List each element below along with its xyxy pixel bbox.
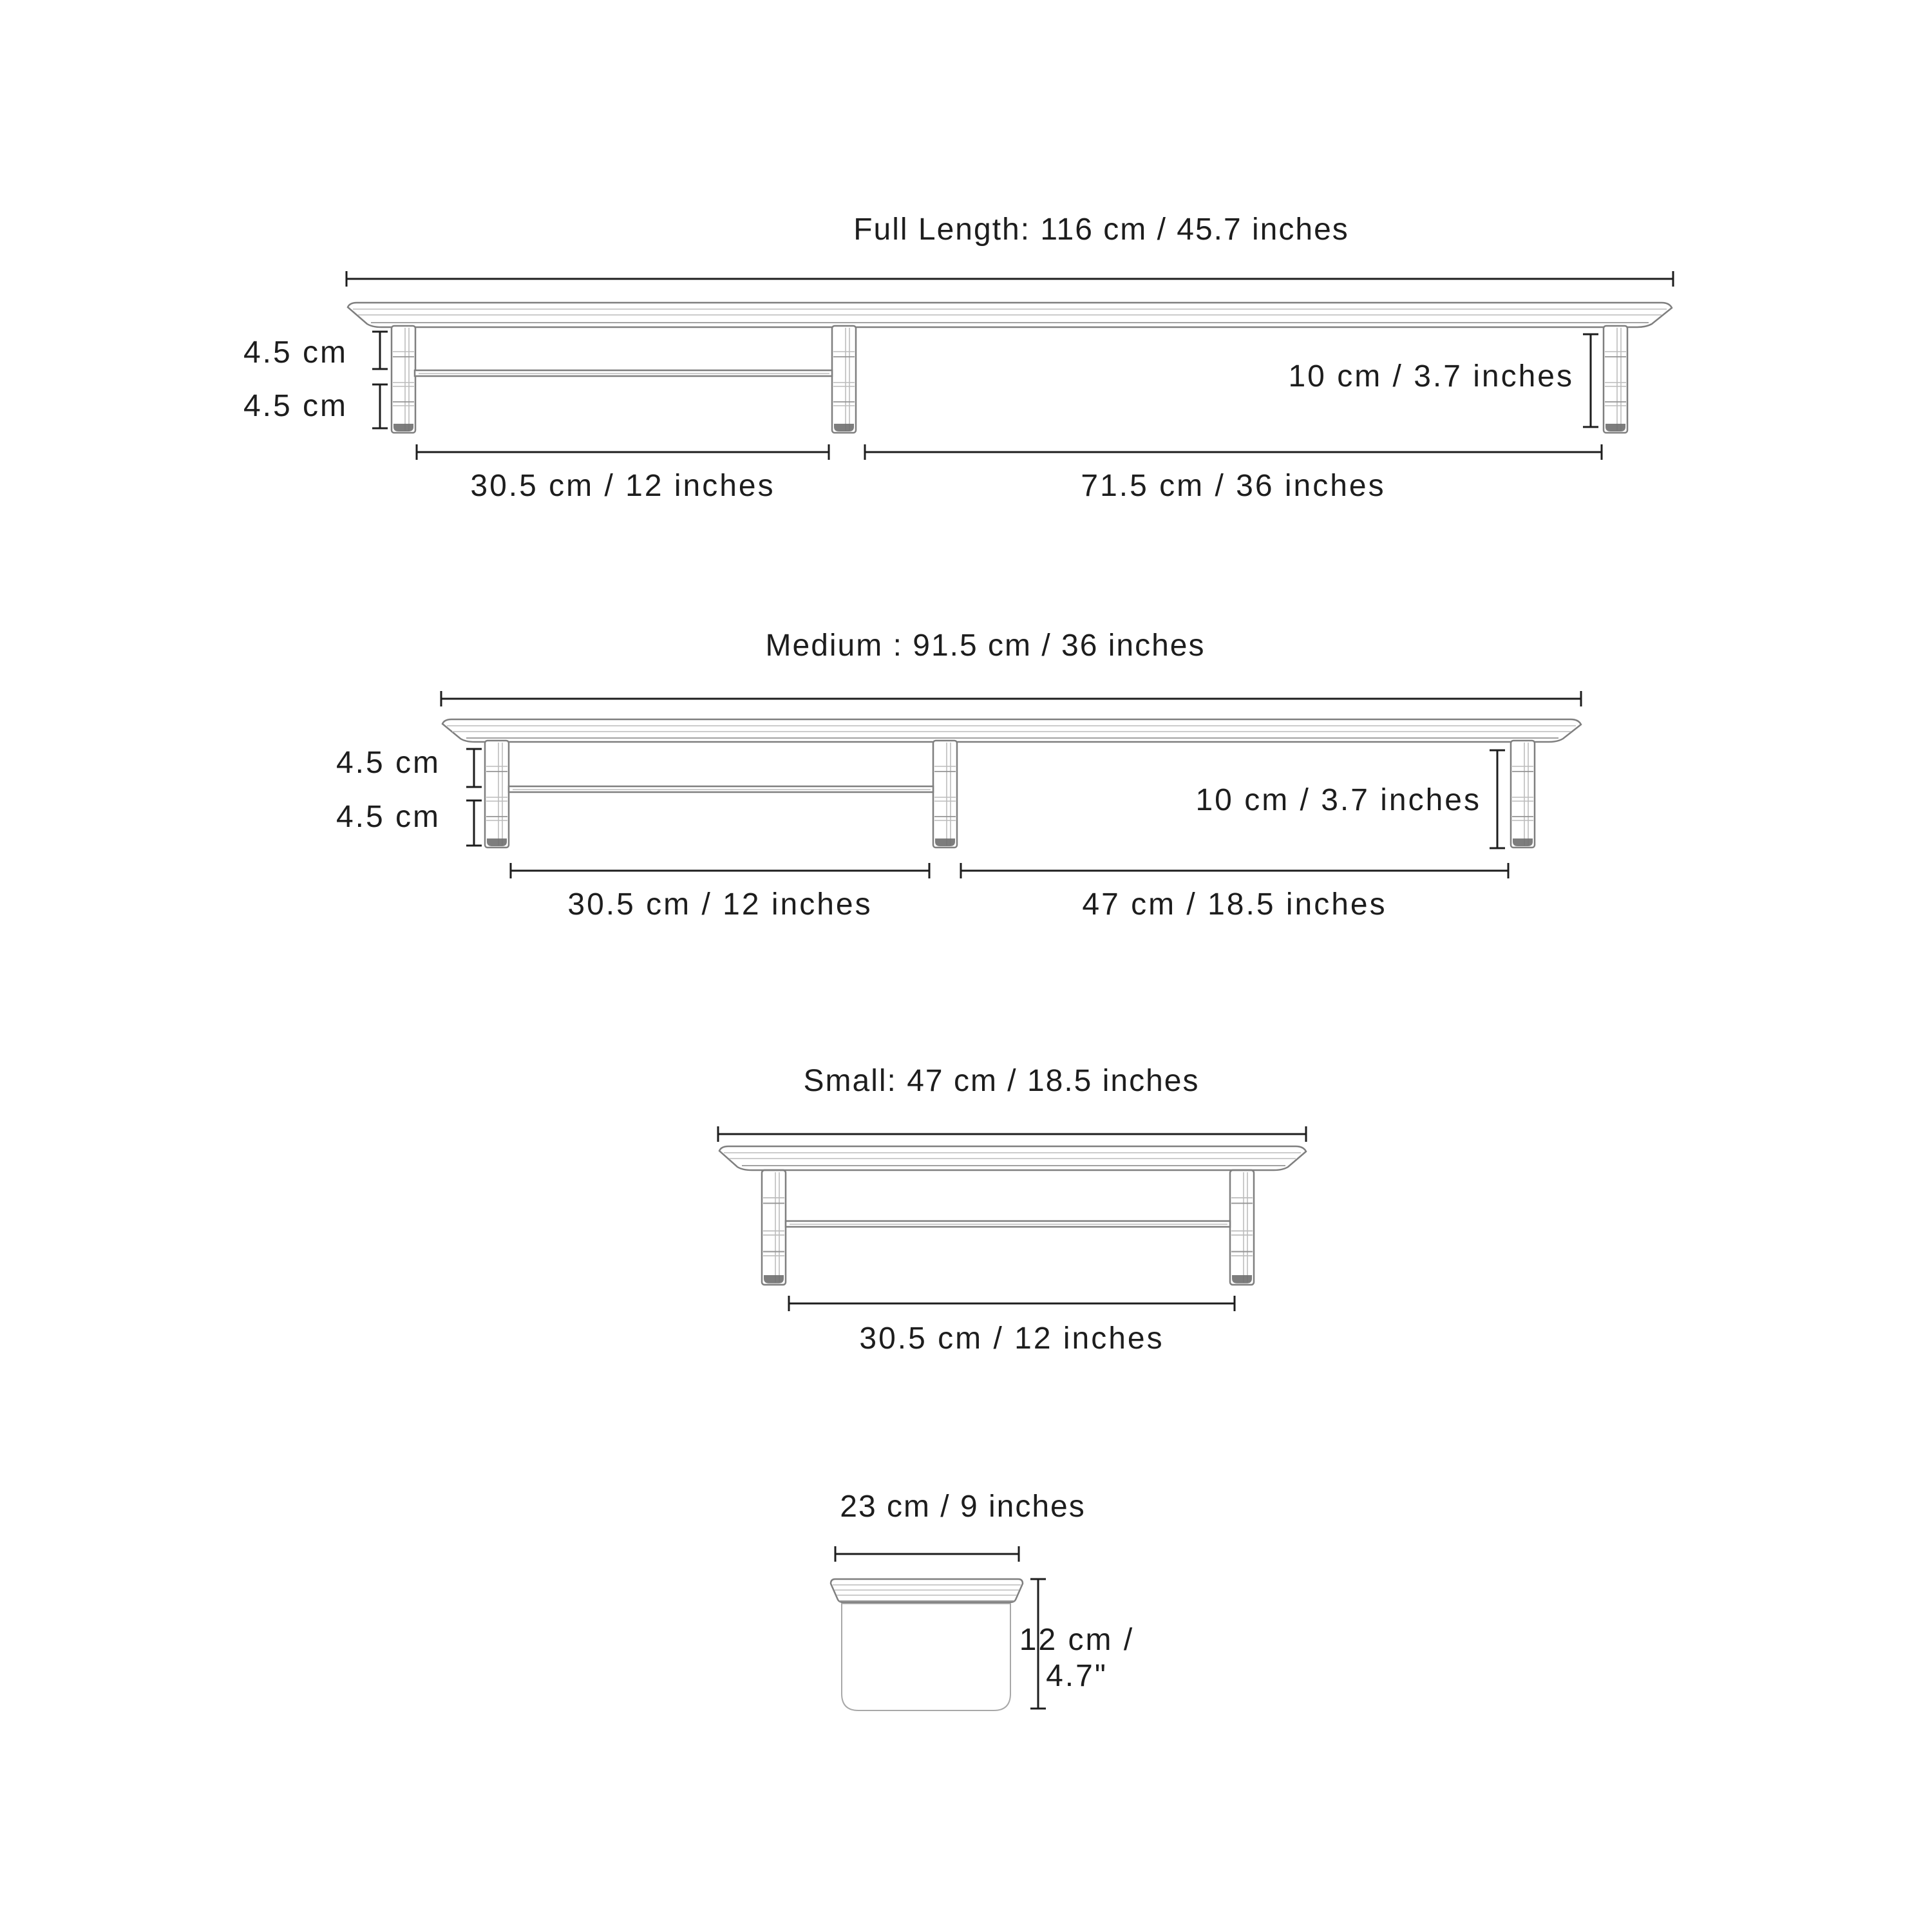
- full-length-leg-height-dimension-line: [1583, 334, 1598, 427]
- medium-shelf-top: [442, 719, 1581, 742]
- full-length-middle-leg: [832, 326, 856, 433]
- medium-middle-leg: [933, 741, 957, 848]
- small-front-leg: [762, 1170, 786, 1285]
- full-length-back-leg: [1604, 326, 1627, 433]
- small-width-dimension-line: [718, 1126, 1306, 1142]
- full-length-title: Full Length: 116 cm / 45.7 inches: [853, 213, 1349, 247]
- full-length-left-span-dimension-line: [417, 444, 829, 460]
- medium-leg-height-label: 10 cm / 3.7 inches: [1195, 783, 1481, 817]
- small-span-label: 30.5 cm / 12 inches: [859, 1321, 1164, 1356]
- medium-leg-height-dimension-line: [1490, 750, 1505, 848]
- medium-left-span-dimension-line: [511, 863, 929, 878]
- profile-height-label-line2: 4.7": [1046, 1659, 1108, 1693]
- medium-width-dimension-line: [441, 691, 1581, 706]
- profile-body: [842, 1604, 1010, 1710]
- medium-upper-leg-label: 4.5 cm: [336, 746, 440, 780]
- full-length-right-span-label: 71.5 cm / 36 inches: [1081, 469, 1386, 503]
- full-length-lower-leg-label: 4.5 cm: [243, 389, 348, 423]
- profile-width-dimension-line: [835, 1546, 1019, 1562]
- profile-diagram: [831, 1490, 1134, 1710]
- full-length-lower-leg-dimension-line: [372, 384, 388, 428]
- medium-front-leg: [485, 741, 509, 848]
- full-length-upper-leg-label: 4.5 cm: [243, 336, 348, 370]
- full-length-right-span-dimension-line: [865, 444, 1602, 460]
- profile-height-label-line1: 12 cm /: [1019, 1623, 1135, 1657]
- full-length-diagram: [243, 213, 1673, 503]
- full-length-shelf-top: [348, 303, 1672, 327]
- full-length-width-dimension-line: [346, 271, 1673, 287]
- medium-lower-leg-dimension-line: [466, 800, 482, 846]
- small-span-dimension-line: [789, 1296, 1235, 1311]
- small-back-leg: [1230, 1170, 1254, 1285]
- small-title: Small: 47 cm / 18.5 inches: [803, 1064, 1200, 1098]
- medium-upper-leg-dimension-line: [466, 749, 482, 787]
- full-length-left-span-label: 30.5 cm / 12 inches: [470, 469, 775, 503]
- profile-width-label: 23 cm / 9 inches: [840, 1490, 1086, 1524]
- small-cross-rail: [786, 1221, 1230, 1227]
- full-length-leg-height-label: 10 cm / 3.7 inches: [1288, 359, 1574, 393]
- medium-right-span-label: 47 cm / 18.5 inches: [1082, 887, 1387, 922]
- profile-shelf-edge: [831, 1579, 1023, 1602]
- full-length-upper-leg-dimension-line: [372, 332, 388, 369]
- small-diagram: [718, 1064, 1306, 1356]
- medium-right-span-dimension-line: [961, 863, 1508, 878]
- medium-back-leg: [1511, 741, 1535, 848]
- medium-cross-rail: [509, 786, 933, 792]
- small-shelf-top: [719, 1146, 1306, 1170]
- full-length-front-leg: [392, 326, 415, 433]
- medium-left-span-label: 30.5 cm / 12 inches: [567, 887, 873, 922]
- medium-title: Medium : 91.5 cm / 36 inches: [765, 629, 1206, 663]
- medium-diagram: [336, 629, 1581, 922]
- medium-lower-leg-label: 4.5 cm: [336, 800, 440, 834]
- full-length-cross-rail: [415, 370, 832, 376]
